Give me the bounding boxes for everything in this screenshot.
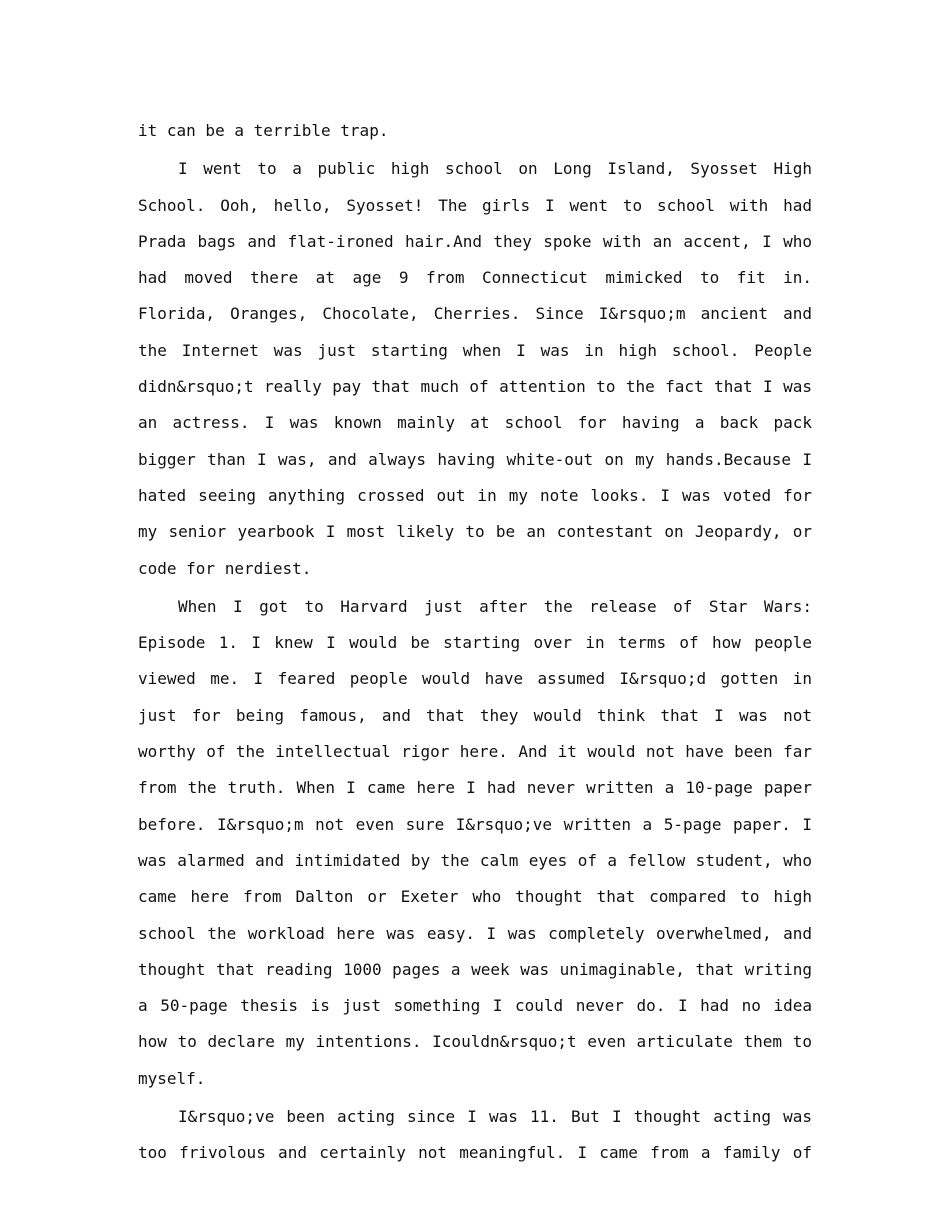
paragraph-high-school: I went to a public high school on Long Island, Syosset High School. Ooh, hello, Syosset! The girls I went to school with had Prada bags and flat-ironed hair.And they spoke with an accent, I who had moved there at age 9 from Connecticut mimicked to fit in. Florida, Oranges, Chocolate, Cherries. Since I&rsquo;m ancient and the Internet was just starting when I was in high school. People didn&rsquo;t really pay that much of attention to the fact that I was an actress. I was known mainly at school for having a back pack bigger than I was, and always having white-out on my hands.Because I hated seeing anything crossed out in my note looks. I was voted for my senior yearbook I most likely to be an contestant on Jeopardy, or code for nerdiest.	[138, 159, 812, 578]
paragraph-acting: I&rsquo;ve been acting since I was 11. But I thought acting was too frivolous and certainly not meaningful. I came from a family of	[138, 1107, 812, 1163]
paragraph-harvard: When I got to Harvard just after the release of Star Wars: Episode 1. I knew I would be starting over in terms of how people viewed me. I feared people would have assumed I&rsquo;d gotten in just for being famous, and that they would think that I was not worthy of the intellectual rigor here. And it would not have been far from the truth. When I came here I had never written a 10-page paper before. I&rsquo;m not even sure I&rsquo;ve written a 5-page paper. I was alarmed and intimidated by the calm eyes of a fellow student, who came here from Dalton or Exeter who thought that compared to high school the workload here was easy. I was completely overwhelmed, and thought that reading 1000 pages a week was unimaginable, that writing a 50-page thesis is just something I could never do. I had no idea how to declare my intentions. Icouldn&rsquo;t even articulate them to myself.	[138, 596, 812, 1088]
paragraph-continuation: it can be a terrible trap.	[138, 121, 389, 140]
body-text	[138, 113, 812, 1174]
